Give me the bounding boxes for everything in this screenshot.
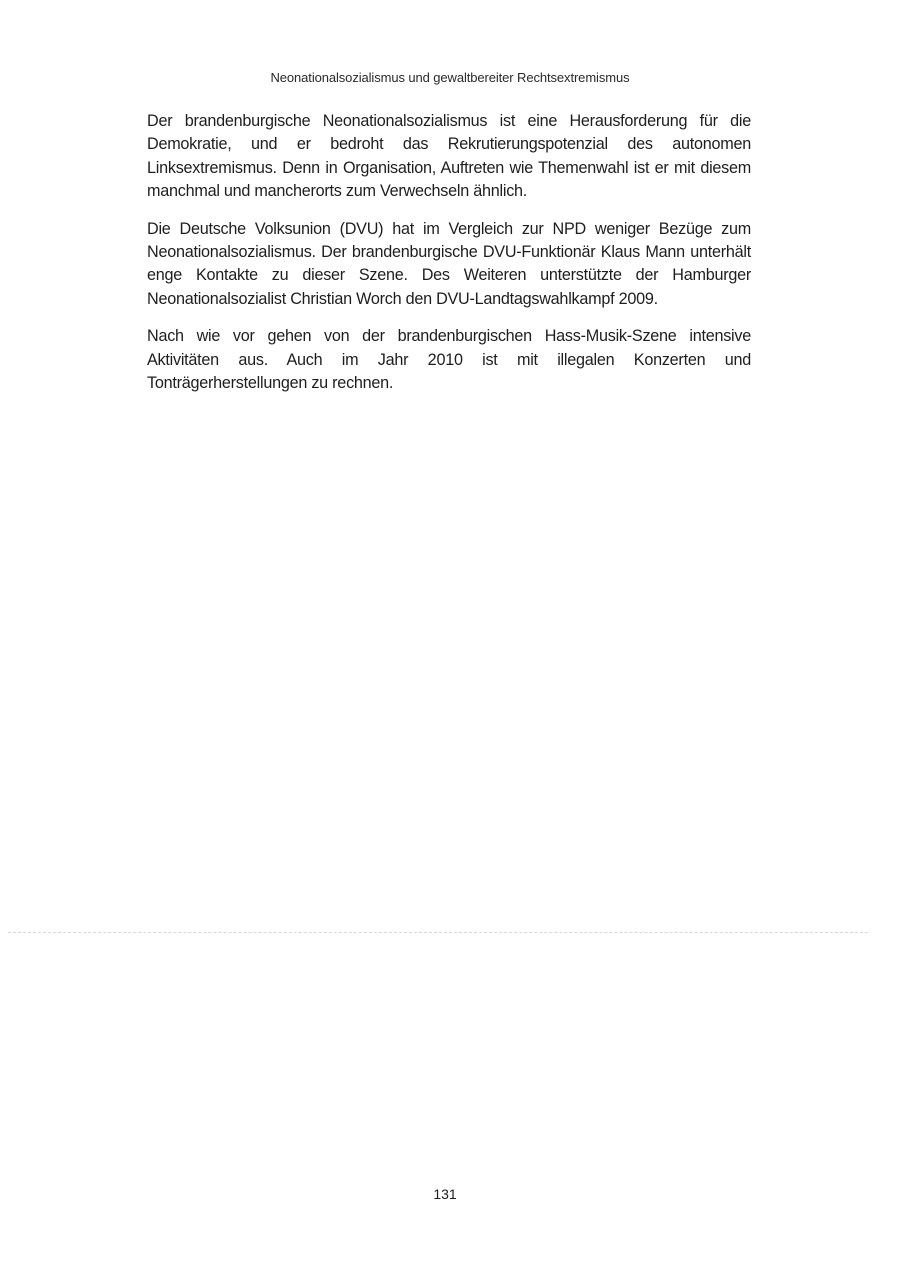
paragraph-3: Nach wie vor gehen von der brandenburgischen Hass-Musik-Szene intensive Aktivitäten aus. Auch im Jahr 2010 ist mit illegalen Konzerten und Tonträgerherstellungen zu rechnen. <box>147 327 751 393</box>
running-header: Neonationalsozialismus und gewaltbereiter Rechtsextremismus <box>270 70 630 85</box>
page-number: 131 <box>433 1186 457 1202</box>
paragraph-2: Die Deutsche Volksunion (DVU) hat im Vergleich zur NPD weniger Bezüge zum Neonationalsozialismus. Der brandenburgische DVU-Funktionär Klaus Mann unterhält enge Kontakte zu dieser Szene. Des Weiteren unterstützte der Hamburger Neonationalsozialist Christian Worch den DVU-Landtagswahlkampf 2009. <box>147 219 751 308</box>
paragraph-1: Der brandenburgische Neonationalsozialismus ist eine Herausforderung für die Demokratie, und er bedroht das Rekrutierungspotenzial des autonomen Linksextremismus. Denn in Organisation, Auftreten wie Themenwahl ist er mit diesem manchmal und mancherorts zum Verwechseln ähnlich. <box>147 112 751 201</box>
body-text <box>147 110 751 409</box>
scan-artifact-line <box>8 932 868 933</box>
